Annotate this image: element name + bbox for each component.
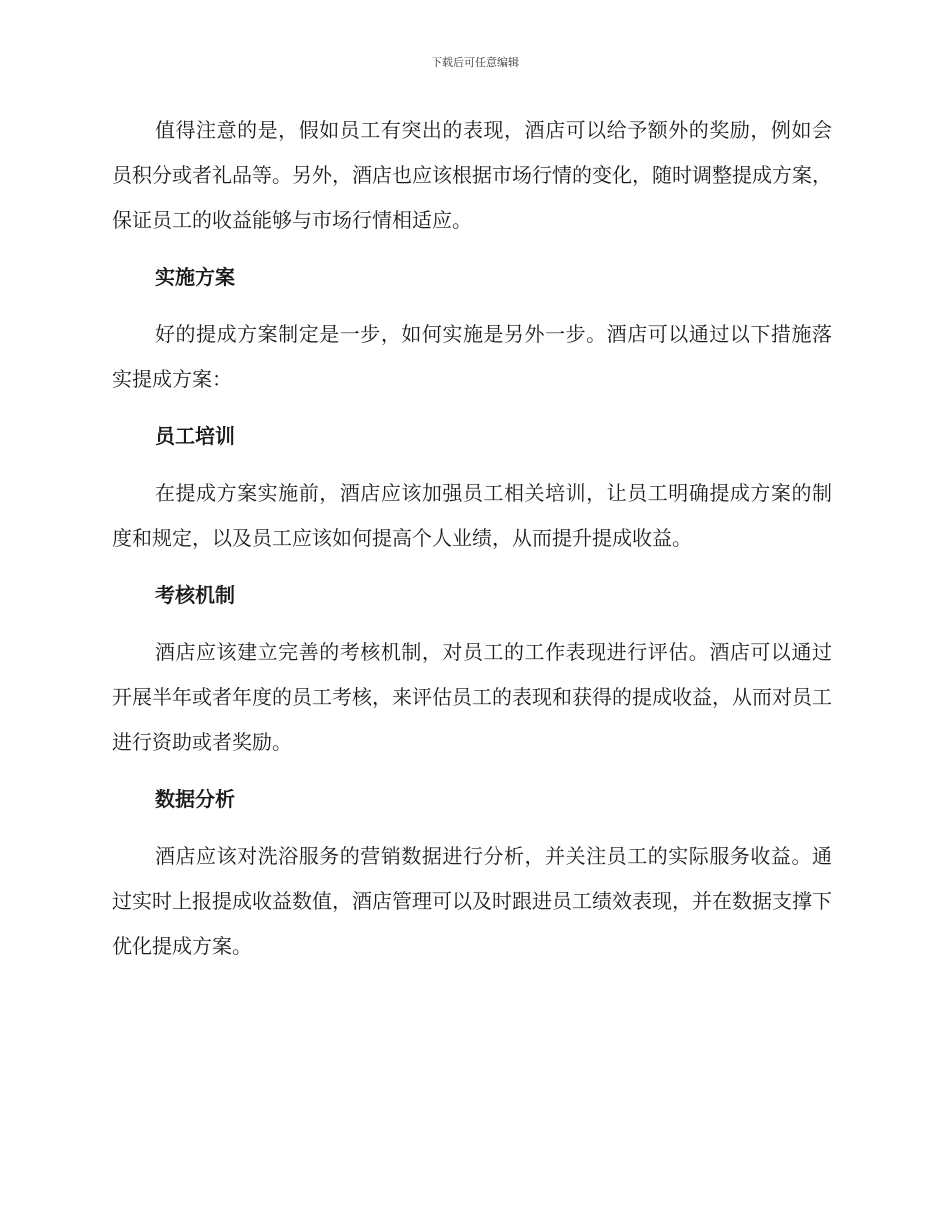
document-body: [112, 108, 832, 969]
paragraph-assessment: 酒店应该建立完善的考核机制，对员工的工作表现进行评估。酒店可以通过开展半年或者年度的员工考核，来评估员工的表现和获得的提成收益，从而对员工进行资助或者奖励。: [112, 640, 832, 754]
paragraph-implementation: 好的提成方案制定是一步，如何实施是另外一步。酒店可以通过以下措施落实提成方案：: [112, 322, 832, 391]
heading-assessment: 考核机制: [155, 583, 235, 607]
heading-training: 员工培训: [155, 424, 235, 448]
paragraph-data-analysis: 酒店应该对洗浴服务的营销数据进行分析，并关注员工的实际服务收益。通过实时上报提成收益数值，酒店管理可以及时跟进员工绩效表现，并在数据支撑下优化提成方案。: [112, 844, 832, 958]
heading-implementation: 实施方案: [155, 265, 235, 289]
header-note: 下载后可任意编辑: [431, 56, 519, 69]
paragraph-rewards: 值得注意的是，假如员工有突出的表现，酒店可以给予额外的奖励，例如会员积分或者礼品等。另外，酒店也应该根据市场行情的变化，随时调整提成方案，保证员工的收益能够与市场行情相适应。: [112, 118, 832, 232]
paragraph-training: 在提成方案实施前，酒店应该加强员工相关培训，让员工明确提成方案的制度和规定，以及员工应该如何提高个人业绩，从而提升提成收益。: [112, 481, 832, 550]
heading-data-analysis: 数据分析: [155, 787, 235, 811]
